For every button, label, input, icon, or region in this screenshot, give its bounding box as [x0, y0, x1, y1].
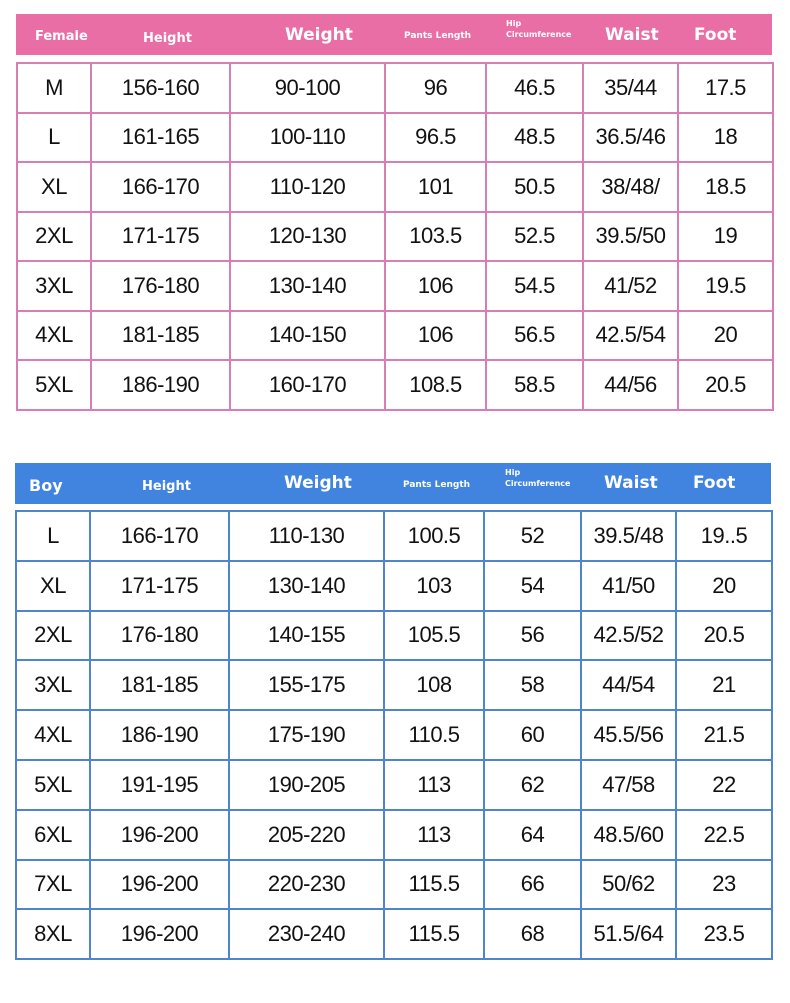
table-row [16, 710, 772, 760]
female-header [16, 14, 772, 55]
table-row [16, 561, 772, 611]
cell-pants-length: 115.5 [384, 909, 484, 959]
cell-foot: 21.5 [676, 710, 772, 760]
cell-hip: 56 [484, 611, 581, 661]
cell-pants-length: 103 [384, 561, 484, 611]
cell-waist: 39.5/50 [583, 212, 678, 262]
cell-weight: 190-205 [229, 760, 384, 810]
header-hip [506, 18, 571, 40]
cell-waist: 42.5/54 [583, 311, 678, 361]
cell-weight: 130-140 [230, 261, 385, 311]
table-row [16, 760, 772, 810]
header-weight: Weight [284, 473, 352, 493]
cell-pants-length: 106 [385, 261, 486, 311]
cell-height: 166-170 [90, 511, 229, 561]
table-row [17, 162, 773, 212]
cell-weight: 205-220 [229, 810, 384, 860]
cell-pants-length: 115.5 [384, 860, 484, 910]
cell-hip: 46.5 [486, 63, 583, 113]
cell-foot: 22 [676, 760, 772, 810]
cell-waist: 41/52 [583, 261, 678, 311]
cell-hip: 54.5 [486, 261, 583, 311]
cell-height: 161-165 [91, 113, 230, 163]
cell-size: 7XL [16, 860, 90, 910]
cell-foot: 19 [678, 212, 773, 262]
cell-hip: 56.5 [486, 311, 583, 361]
cell-height: 181-185 [90, 660, 229, 710]
cell-waist: 51.5/64 [581, 909, 676, 959]
table-row [17, 261, 773, 311]
cell-waist: 35/44 [583, 63, 678, 113]
cell-height: 196-200 [90, 860, 229, 910]
cell-foot: 20.5 [676, 611, 772, 661]
cell-waist: 39.5/48 [581, 511, 676, 561]
cell-weight: 120-130 [230, 212, 385, 262]
cell-hip: 60 [484, 710, 581, 760]
table-row [17, 212, 773, 262]
cell-weight: 220-230 [229, 860, 384, 910]
cell-foot: 20 [676, 561, 772, 611]
cell-weight: 155-175 [229, 660, 384, 710]
cell-pants-length: 105.5 [384, 611, 484, 661]
table-row [17, 63, 773, 113]
cell-pants-length: 103.5 [385, 212, 486, 262]
cell-height: 196-200 [90, 810, 229, 860]
cell-size: 4XL [16, 710, 90, 760]
cell-pants-length: 96 [385, 63, 486, 113]
cell-waist: 41/50 [581, 561, 676, 611]
cell-pants-length: 113 [384, 760, 484, 810]
cell-size: 3XL [16, 660, 90, 710]
cell-height: 171-175 [91, 212, 230, 262]
header-height: Height [143, 31, 192, 46]
cell-weight: 110-120 [230, 162, 385, 212]
cell-size: XL [16, 561, 90, 611]
cell-size: 2XL [16, 611, 90, 661]
cell-weight: 175-190 [229, 710, 384, 760]
cell-height: 191-195 [90, 760, 229, 810]
header-foot: Foot [693, 473, 736, 493]
cell-height: 181-185 [91, 311, 230, 361]
cell-pants-length: 100.5 [384, 511, 484, 561]
header-weight: Weight [285, 25, 353, 45]
cell-waist: 47/58 [581, 760, 676, 810]
cell-weight: 140-155 [229, 611, 384, 661]
cell-pants-length: 108 [384, 660, 484, 710]
cell-size: 5XL [16, 760, 90, 810]
cell-height: 176-180 [90, 611, 229, 661]
header-boy: Boy [29, 476, 63, 495]
cell-waist: 45.5/56 [581, 710, 676, 760]
cell-size: 2XL [17, 212, 91, 262]
header-foot: Foot [694, 25, 737, 45]
cell-height: 186-190 [90, 710, 229, 760]
boy-size-table [15, 510, 773, 960]
cell-size: 8XL [16, 909, 90, 959]
table-row [17, 311, 773, 361]
cell-foot: 20.5 [678, 360, 773, 410]
cell-foot: 22.5 [676, 810, 772, 860]
cell-hip: 52 [484, 511, 581, 561]
table-row [17, 113, 773, 163]
cell-size: 6XL [16, 810, 90, 860]
cell-pants-length: 101 [385, 162, 486, 212]
cell-foot: 21 [676, 660, 772, 710]
header-pants-length: Pants Length [404, 31, 472, 41]
header-hip [505, 467, 570, 489]
cell-weight: 140-150 [230, 311, 385, 361]
cell-hip: 58 [484, 660, 581, 710]
cell-height: 171-175 [90, 561, 229, 611]
cell-height: 186-190 [91, 360, 230, 410]
cell-hip: 58.5 [486, 360, 583, 410]
cell-hip: 64 [484, 810, 581, 860]
cell-foot: 18.5 [678, 162, 773, 212]
cell-waist: 42.5/52 [581, 611, 676, 661]
cell-foot: 18 [678, 113, 773, 163]
cell-pants-length: 106 [385, 311, 486, 361]
header-hip-1: Hip [505, 468, 521, 477]
cell-hip: 68 [484, 909, 581, 959]
table-row [16, 810, 772, 860]
cell-height: 176-180 [91, 261, 230, 311]
cell-foot: 19..5 [676, 511, 772, 561]
boy-header [15, 463, 771, 504]
cell-pants-length: 113 [384, 810, 484, 860]
cell-waist: 44/54 [581, 660, 676, 710]
cell-hip: 54 [484, 561, 581, 611]
cell-size: L [17, 113, 91, 163]
cell-waist: 38/48/ [583, 162, 678, 212]
cell-waist: 50/62 [581, 860, 676, 910]
header-hip-2: Circumference [506, 30, 572, 39]
cell-foot: 19.5 [678, 261, 773, 311]
cell-weight: 160-170 [230, 360, 385, 410]
cell-pants-length: 96.5 [385, 113, 486, 163]
cell-hip: 66 [484, 860, 581, 910]
header-hip-1: Hip [506, 19, 522, 28]
cell-foot: 17.5 [678, 63, 773, 113]
cell-weight: 230-240 [229, 909, 384, 959]
cell-weight: 130-140 [229, 561, 384, 611]
cell-size: 4XL [17, 311, 91, 361]
cell-waist: 36.5/46 [583, 113, 678, 163]
table-row [17, 360, 773, 410]
female-size-table [16, 62, 774, 411]
cell-waist: 44/56 [583, 360, 678, 410]
table-row [16, 909, 772, 959]
cell-weight: 100-110 [230, 113, 385, 163]
header-height: Height [142, 479, 191, 494]
cell-foot: 23.5 [676, 909, 772, 959]
cell-waist: 48.5/60 [581, 810, 676, 860]
table-row [16, 660, 772, 710]
cell-size: 3XL [17, 261, 91, 311]
table-row [16, 860, 772, 910]
cell-size: L [16, 511, 90, 561]
cell-weight: 90-100 [230, 63, 385, 113]
cell-hip: 62 [484, 760, 581, 810]
cell-size: M [17, 63, 91, 113]
header-hip-2: Circumference [505, 479, 571, 488]
header-waist: Waist [604, 473, 658, 493]
header-pants-length: Pants Length [403, 480, 471, 490]
cell-foot: 23 [676, 860, 772, 910]
table-row [16, 511, 772, 561]
cell-height: 196-200 [90, 909, 229, 959]
cell-size: XL [17, 162, 91, 212]
table-row [16, 611, 772, 661]
cell-height: 166-170 [91, 162, 230, 212]
cell-pants-length: 108.5 [385, 360, 486, 410]
cell-height: 156-160 [91, 63, 230, 113]
cell-pants-length: 110.5 [384, 710, 484, 760]
cell-size: 5XL [17, 360, 91, 410]
cell-weight: 110-130 [229, 511, 384, 561]
cell-foot: 20 [678, 311, 773, 361]
cell-hip: 50.5 [486, 162, 583, 212]
header-waist: Waist [605, 25, 659, 45]
header-female: Female [35, 29, 88, 44]
cell-hip: 52.5 [486, 212, 583, 262]
cell-hip: 48.5 [486, 113, 583, 163]
